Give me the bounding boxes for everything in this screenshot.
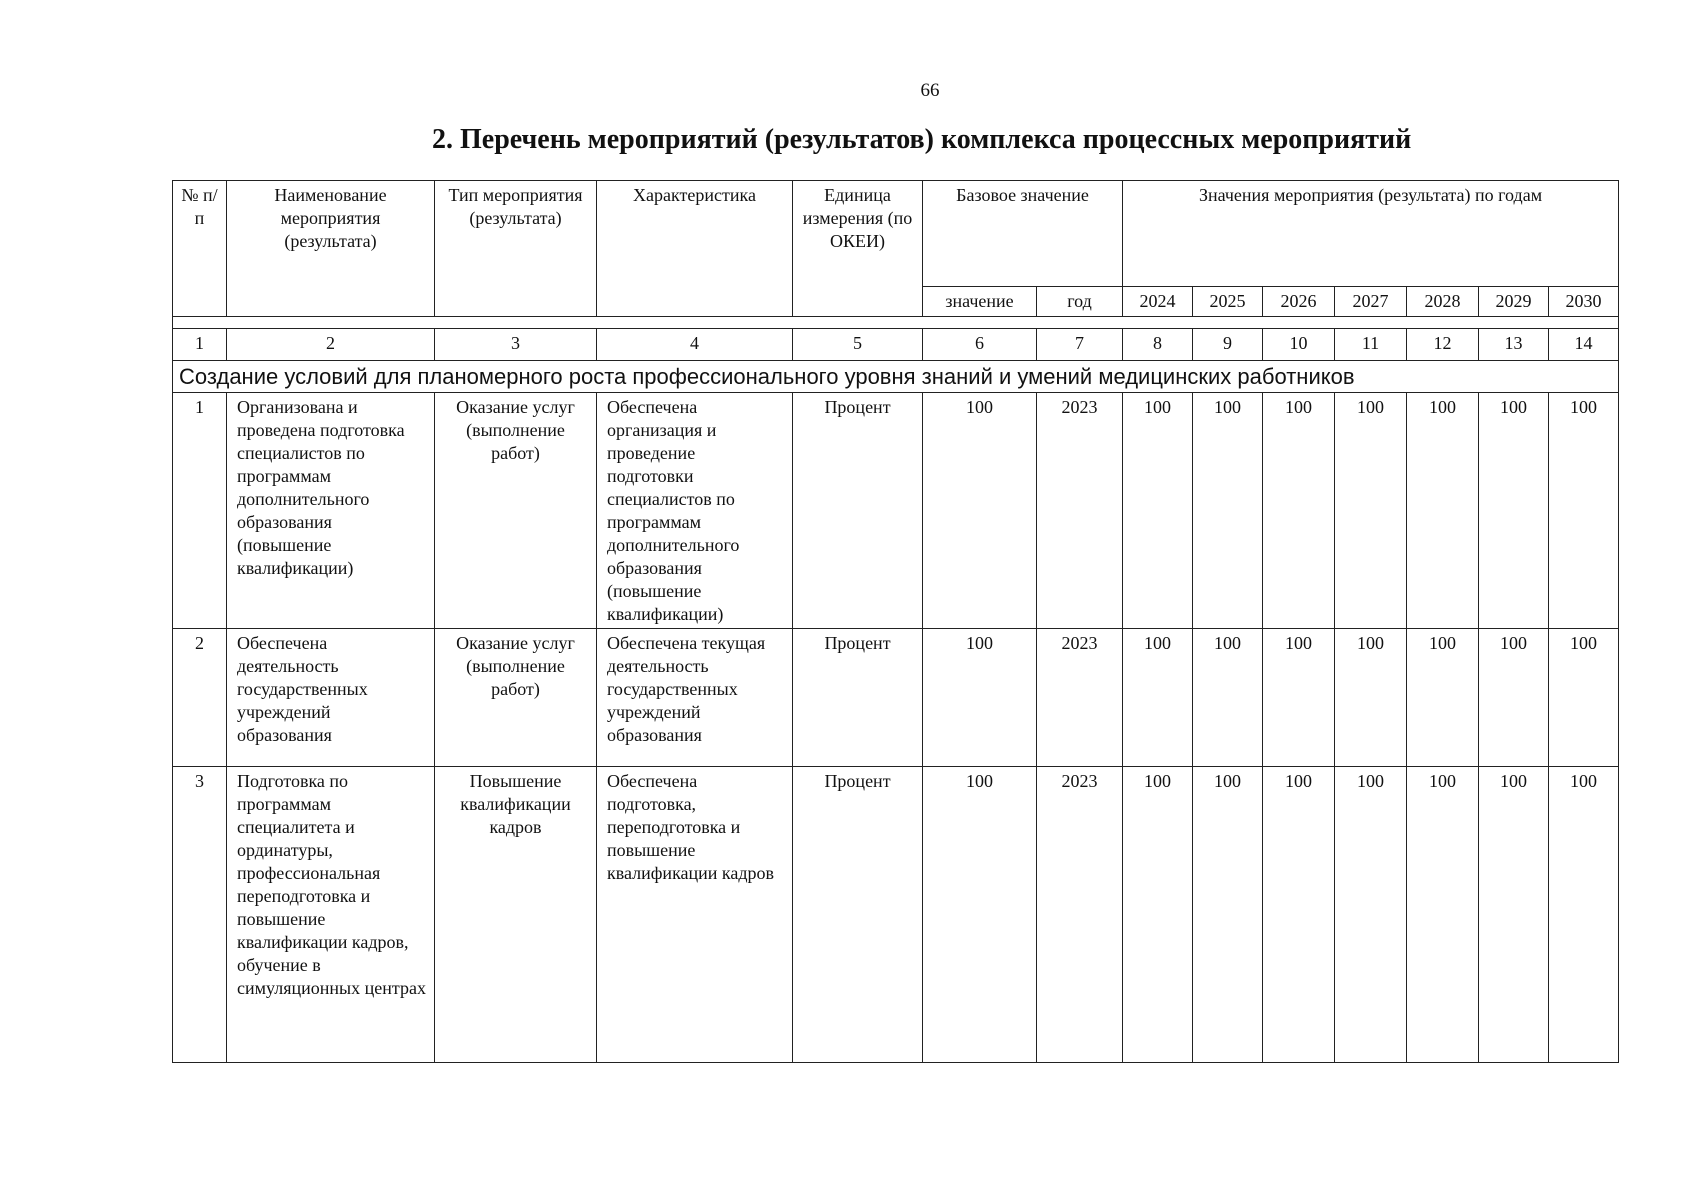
row-base-year: 2023: [1037, 393, 1123, 629]
row-year-value: 100: [1335, 393, 1407, 629]
row-year-value: 100: [1549, 629, 1619, 767]
row-year-value: 100: [1407, 767, 1479, 1063]
header-characteristic: Характеристика: [597, 181, 793, 317]
row-characteristic: Обеспечена организация и проведение подготовки специалистов по программам дополнительного образования (повышение квалификации): [597, 393, 793, 629]
row-year-value: 100: [1479, 767, 1549, 1063]
row-base-value: 100: [923, 629, 1037, 767]
header-values-by-year: Значения мероприятия (результата) по годам: [1123, 181, 1619, 287]
column-number: 4: [597, 329, 793, 361]
section-title: Создание условий для планомерного роста профессионального уровня знаний и умений медицинских работников: [173, 361, 1619, 393]
column-number: 11: [1335, 329, 1407, 361]
header-year: 2024: [1123, 287, 1193, 317]
row-base-year: 2023: [1037, 767, 1123, 1063]
header-base-year: год: [1037, 287, 1123, 317]
column-number: 2: [227, 329, 435, 361]
column-number: 14: [1549, 329, 1619, 361]
header-year: 2025: [1193, 287, 1263, 317]
row-base-value: 100: [923, 393, 1037, 629]
row-year-value: 100: [1263, 393, 1335, 629]
column-number: 10: [1263, 329, 1335, 361]
row-unit: Процент: [793, 767, 923, 1063]
header-year: 2026: [1263, 287, 1335, 317]
row-year-value: 100: [1263, 629, 1335, 767]
column-number: 3: [435, 329, 597, 361]
row-num: 3: [173, 767, 227, 1063]
header-year: 2027: [1335, 287, 1407, 317]
measures-table: [172, 180, 1619, 1063]
row-year-value: 100: [1123, 393, 1193, 629]
header-year: 2028: [1407, 287, 1479, 317]
row-type: Повышение квалификации кадров: [435, 767, 597, 1063]
row-year-value: 100: [1335, 629, 1407, 767]
row-base-value: 100: [923, 767, 1037, 1063]
row-unit: Процент: [793, 629, 923, 767]
column-number: 1: [173, 329, 227, 361]
row-name: Подготовка по программам специалитета и ординатуры, профессиональная переподготовка и повышение квалификации кадров, обучение в симуляционных центрах: [227, 767, 435, 1063]
row-type: Оказание услуг (выполнение работ): [435, 393, 597, 629]
row-year-value: 100: [1335, 767, 1407, 1063]
column-number: 6: [923, 329, 1037, 361]
row-num: 2: [173, 629, 227, 767]
column-number: 13: [1479, 329, 1549, 361]
row-type: Оказание услуг (выполнение работ): [435, 629, 597, 767]
row-characteristic: Обеспечена подготовка, переподготовка и повышение квалификации кадров: [597, 767, 793, 1063]
row-year-value: 100: [1123, 767, 1193, 1063]
row-year-value: 100: [1193, 767, 1263, 1063]
row-year-value: 100: [1479, 629, 1549, 767]
table-row: [173, 767, 1619, 1063]
header-unit: Единица измерения (по ОКЕИ): [793, 181, 923, 317]
row-year-value: 100: [1479, 393, 1549, 629]
row-base-year: 2023: [1037, 629, 1123, 767]
row-characteristic: Обеспечена текущая деятельность государственных учреждений образования: [597, 629, 793, 767]
header-base: Базовое значение: [923, 181, 1123, 287]
row-year-value: 100: [1549, 767, 1619, 1063]
section-row: [173, 361, 1619, 393]
header-num: № п/п: [173, 181, 227, 317]
row-year-value: 100: [1407, 393, 1479, 629]
header-name: Наименование мероприятия (результата): [227, 181, 435, 317]
row-name: Обеспечена деятельность государственных учреждений образования: [227, 629, 435, 767]
column-numbers-row: [173, 329, 1619, 361]
row-year-value: 100: [1123, 629, 1193, 767]
column-number: 5: [793, 329, 923, 361]
column-number: 8: [1123, 329, 1193, 361]
header-type: Тип мероприятия (результата): [435, 181, 597, 317]
page-number: 66: [920, 80, 940, 101]
page-title: 2. Перечень мероприятий (результатов) комплекса процессных мероприятий: [432, 124, 1412, 155]
header-base-value: значение: [923, 287, 1037, 317]
table-gap: [173, 317, 1619, 329]
column-number: 7: [1037, 329, 1123, 361]
row-num: 1: [173, 393, 227, 629]
row-year-value: 100: [1193, 629, 1263, 767]
row-year-value: 100: [1407, 629, 1479, 767]
row-year-value: 100: [1193, 393, 1263, 629]
row-name: Организована и проведена подготовка специалистов по программам дополнительного образования (повышение квалификации): [227, 393, 435, 629]
row-year-value: 100: [1549, 393, 1619, 629]
table-row: [173, 393, 1619, 629]
header-row: [173, 181, 1619, 287]
row-year-value: 100: [1263, 767, 1335, 1063]
table-row: [173, 629, 1619, 767]
column-number: 12: [1407, 329, 1479, 361]
gap-cell: [173, 317, 1619, 329]
header-year: 2030: [1549, 287, 1619, 317]
column-number: 9: [1193, 329, 1263, 361]
row-unit: Процент: [793, 393, 923, 629]
header-year: 2029: [1479, 287, 1549, 317]
